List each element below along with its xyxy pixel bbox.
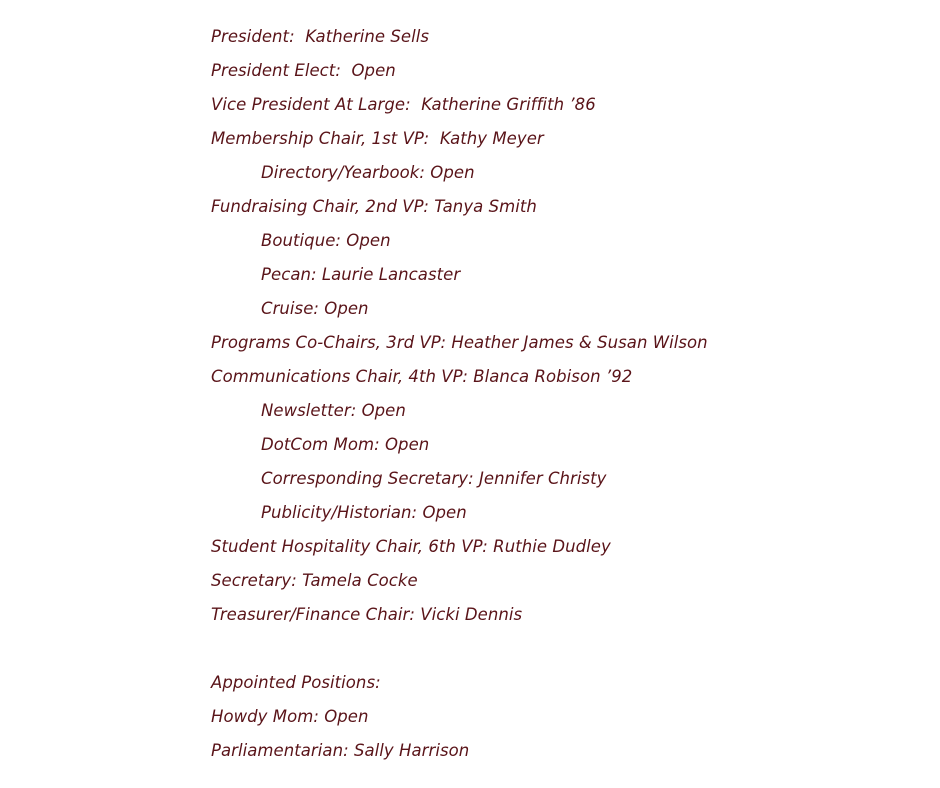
officer-line-corresponding-secretary: Corresponding Secretary: Jennifer Christy <box>261 469 607 488</box>
officer-line-student-hospitality-chair: Student Hospitality Chair, 6th VP: Ruthie Dudley <box>211 537 611 556</box>
officer-line-treasurer: Treasurer/Finance Chair: Vicki Dennis <box>211 605 523 624</box>
officer-line-programs-co-chairs: Programs Co-Chairs, 3rd VP: Heather James & Susan Wilson <box>211 333 708 352</box>
officer-line-secretary: Secretary: Tamela Cocke <box>211 571 418 590</box>
officer-line-president-elect: President Elect: Open <box>211 61 396 80</box>
officer-line-president: President: Katherine Sells <box>211 27 430 46</box>
officer-list <box>211 20 911 768</box>
officer-line-dotcom-mom: DotCom Mom: Open <box>261 435 430 454</box>
officer-line-publicity-historian: Publicity/Historian: Open <box>261 503 467 522</box>
officer-line-boutique: Boutique: Open <box>261 231 391 250</box>
blank-spacer-line <box>211 632 911 666</box>
officer-line-parliamentarian: Parliamentarian: Sally Harrison <box>211 741 470 760</box>
officer-line-howdy-mom: Howdy Mom: Open <box>211 707 369 726</box>
appointed-positions-heading: Appointed Positions: <box>211 673 381 692</box>
officer-line-directory-yearbook: Directory/Yearbook: Open <box>261 163 475 182</box>
officer-line-pecan: Pecan: Laurie Lancaster <box>261 265 461 284</box>
officer-line-membership-chair: Membership Chair, 1st VP: Kathy Meyer <box>211 129 544 148</box>
officer-line-cruise: Cruise: Open <box>261 299 369 318</box>
officer-line-fundraising-chair: Fundraising Chair, 2nd VP: Tanya Smith <box>211 197 537 216</box>
officer-line-newsletter: Newsletter: Open <box>261 401 406 420</box>
officer-line-communications-chair: Communications Chair, 4th VP: Blanca Robison ’92 <box>211 367 633 386</box>
officer-line-vp-at-large: Vice President At Large: Katherine Griffith ’86 <box>211 95 596 114</box>
